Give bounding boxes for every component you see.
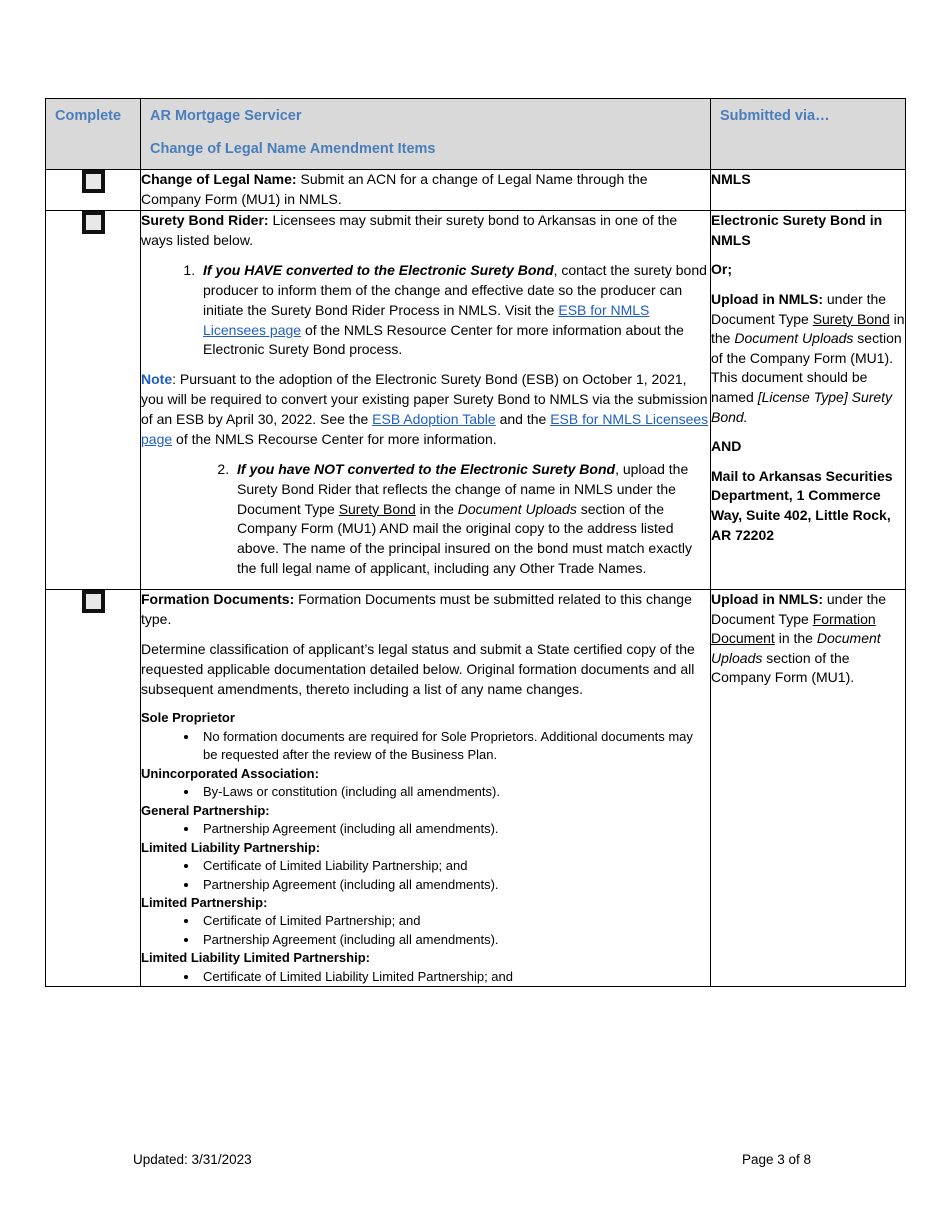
option-2-text-b: in the [415,500,458,517]
footer-page-number: Page 3 of 8 [741,1152,811,1167]
group-heading-limited-liability-partnership: Limited Liability Partnership: [141,839,321,855]
group-bullets-limited-liability-limited-partnership [141,968,710,986]
item-label: Surety Bond Rider: [141,212,269,229]
item-text: Submit an ACN for a change of Legal Name through the Company Form (MU1) in NMLS. [141,171,648,208]
item-intro-paragraph [141,211,710,251]
list-item [233,460,710,579]
table-header-row [46,99,906,170]
list-item: • Partnership Agreement (including all amendments). [199,931,710,949]
option-1-text-b: of the NMLS Resource Center for more information about the Electronic Surety Bond process. [203,321,684,358]
item-intro-text: Formation Documents must be submitted related to this change type. [141,591,692,627]
list-item: • Certificate of Limited Liability Limited Partnership; and [199,968,710,986]
via-doc-type-formation-document: Formation Document [711,610,876,647]
group-bullets-general-partnership [141,820,710,838]
via-line: NMLS [711,171,751,188]
item-cell-formation-documents [141,590,711,987]
header-complete-label: Complete [55,108,122,124]
header-cell-complete [46,99,141,170]
list-item: • No formation documents are required for Sole Proprietors. Additional documents may be requested after the review of the Business Plan. [199,728,710,765]
group-heading-unincorporated-association: Unincorporated Association: [141,765,319,781]
via-cell-formation-documents [711,590,906,987]
item-cell-change-of-legal-name [141,170,711,211]
list-item [199,261,710,360]
document-uploads-emphasis: Document Uploads [457,500,577,517]
list-item: • Partnership Agreement (including all amendments). [199,820,710,838]
via-upload-text-a: under the Document Type [711,290,887,327]
upload-in-nmls-label: Upload in NMLS: [711,591,823,608]
surety-bond-options-list-2 [141,460,710,579]
via-mailing-address: Mail to Arkansas Securities Department, 1 Commerce Way, Suite 402, Little Rock, AR 72202 [711,467,893,543]
via-cell-change-of-legal-name [711,170,906,211]
header-cell-title [141,99,711,170]
via-upload-text-b: in the [774,630,817,647]
table-row [46,170,906,211]
via-upload-paragraph [711,590,905,688]
via-and-label: AND [711,438,742,455]
esb-for-nmls-licensees-link[interactable]: ESB for NMLS Licensees page [203,301,650,338]
group-heading-sole-proprietor: Sole Proprietor [141,710,235,726]
via-upload-text-a: under the Document Type [711,591,887,627]
table-row [46,590,906,987]
list-item: • Certificate of Limited Liability Partnership; and [199,857,710,875]
list-item: • Certificate of Limited Partnership; and [199,912,710,930]
complete-cell-change-of-legal-name[interactable] [46,170,141,211]
checkbox-icon[interactable] [82,590,105,613]
group-bullets-limited-partnership [141,912,710,949]
surety-bond-doc-type: Surety Bond [338,500,416,517]
note-paragraph [141,370,710,450]
note-text-b: and the [495,411,551,428]
checkbox-icon[interactable] [82,211,105,234]
complete-cell-formation-documents[interactable] [46,590,141,987]
list-item: • Partnership Agreement (including all amendments). [199,876,710,894]
group-bullets-sole-proprietor [141,728,710,765]
option-1-emphasis: If you HAVE converted to the Electronic Surety Bond [203,261,554,278]
group-heading-limited-liability-limited-partnership: Limited Liability Limited Partnership: [141,950,370,966]
page-footer [45,1152,905,1167]
option-2-text-c: section of the Company Form (MU1) AND mail the original copy to the address listed above. The name of the principal insured on the bond must match exactly the full legal name of applicant, including any Other Trade Names. [237,500,693,577]
note-text-c: of the NMLS Recourse Center for more information. [172,430,497,447]
table-row [46,211,906,590]
list-item: • By-Laws or constitution (including all amendments). [199,783,710,801]
item-cell-surety-bond-rider [141,211,711,590]
via-cell-surety-bond-rider [711,211,906,590]
group-bullets-limited-liability-partnership [141,857,710,894]
via-upload-text-b: in the [711,310,905,347]
item-intro-paragraph [141,590,710,630]
checkbox-icon[interactable] [82,170,105,193]
via-doc-type-surety-bond: Surety Bond [812,310,890,327]
via-heading-or: Or; [711,261,732,278]
item-label: Change of Legal Name: [141,171,297,188]
group-bullets-unincorporated-association [141,783,710,801]
option-2-text-a: , upload the Surety Bond Rider that reflects the change of name in NMLS under the Document Type [237,460,689,517]
surety-bond-options-list [141,261,710,360]
group-heading-limited-partnership: Limited Partnership: [141,894,268,910]
upload-in-nmls-label: Upload in NMLS: [711,290,823,307]
amendment-items-table [45,98,906,987]
header-title: AR Mortgage Servicer [150,108,302,124]
item-second-paragraph: Determine classification of applicant’s legal status and submit a State certified copy of the requested applicable documentation detailed below. Original formation documents and all subsequent amendments, thereto including a list of any name changes. [141,640,695,697]
note-label: Note [141,371,173,388]
via-upload-text-c: section of the Company Form (MU1). This document should be named [711,330,902,405]
item-paragraph [141,170,710,210]
via-upload-paragraph [711,290,905,427]
via-upload-text-c: section of the Company Form (MU1). [711,649,855,686]
via-document-uploads-emphasis: Document Uploads [711,630,881,666]
note-text-a: : Pursuant to the adoption of the Electronic Surety Bond (ESB) on October 1, 2021, you will be required to convert your existing paper Surety Bond to NMLS via the submission of an ESB by April 30, 2022. See the [141,371,708,428]
option-2-emphasis: If you have NOT converted to the Electronic Surety Bond [237,460,616,477]
header-cell-submitted-via [711,99,906,170]
footer-updated-date: Updated: 3/31/2023 [133,1152,252,1167]
item-intro-text: Licensees may submit their surety bond to Arkansas in one of the ways listed below. [141,212,678,249]
via-document-uploads-emphasis: Document Uploads [734,330,854,347]
esb-for-nmls-licensees-link-2[interactable]: ESB for NMLS Licensees page [141,411,709,447]
header-subtitle: Change of Legal Name Amendment Items [150,141,436,158]
group-heading-general-partnership: General Partnership: [141,802,270,818]
header-submitted-via-label: Submitted via… [720,108,830,124]
esb-adoption-table-link[interactable]: ESB Adoption Table [372,411,496,428]
item-label: Formation Documents: [141,591,295,608]
via-heading-esb: Electronic Surety Bond in NMLS [711,212,883,248]
complete-cell-surety-bond-rider[interactable] [46,211,141,590]
entity-type-groups [141,709,710,986]
option-1-text-a: , contact the surety bond producer to inform them of the change and effective date so the producer can initiate the Surety Bond Rider Process in NMLS. Visit the [203,261,707,318]
via-document-name-emphasis: [License Type] Surety Bond. [711,388,893,425]
